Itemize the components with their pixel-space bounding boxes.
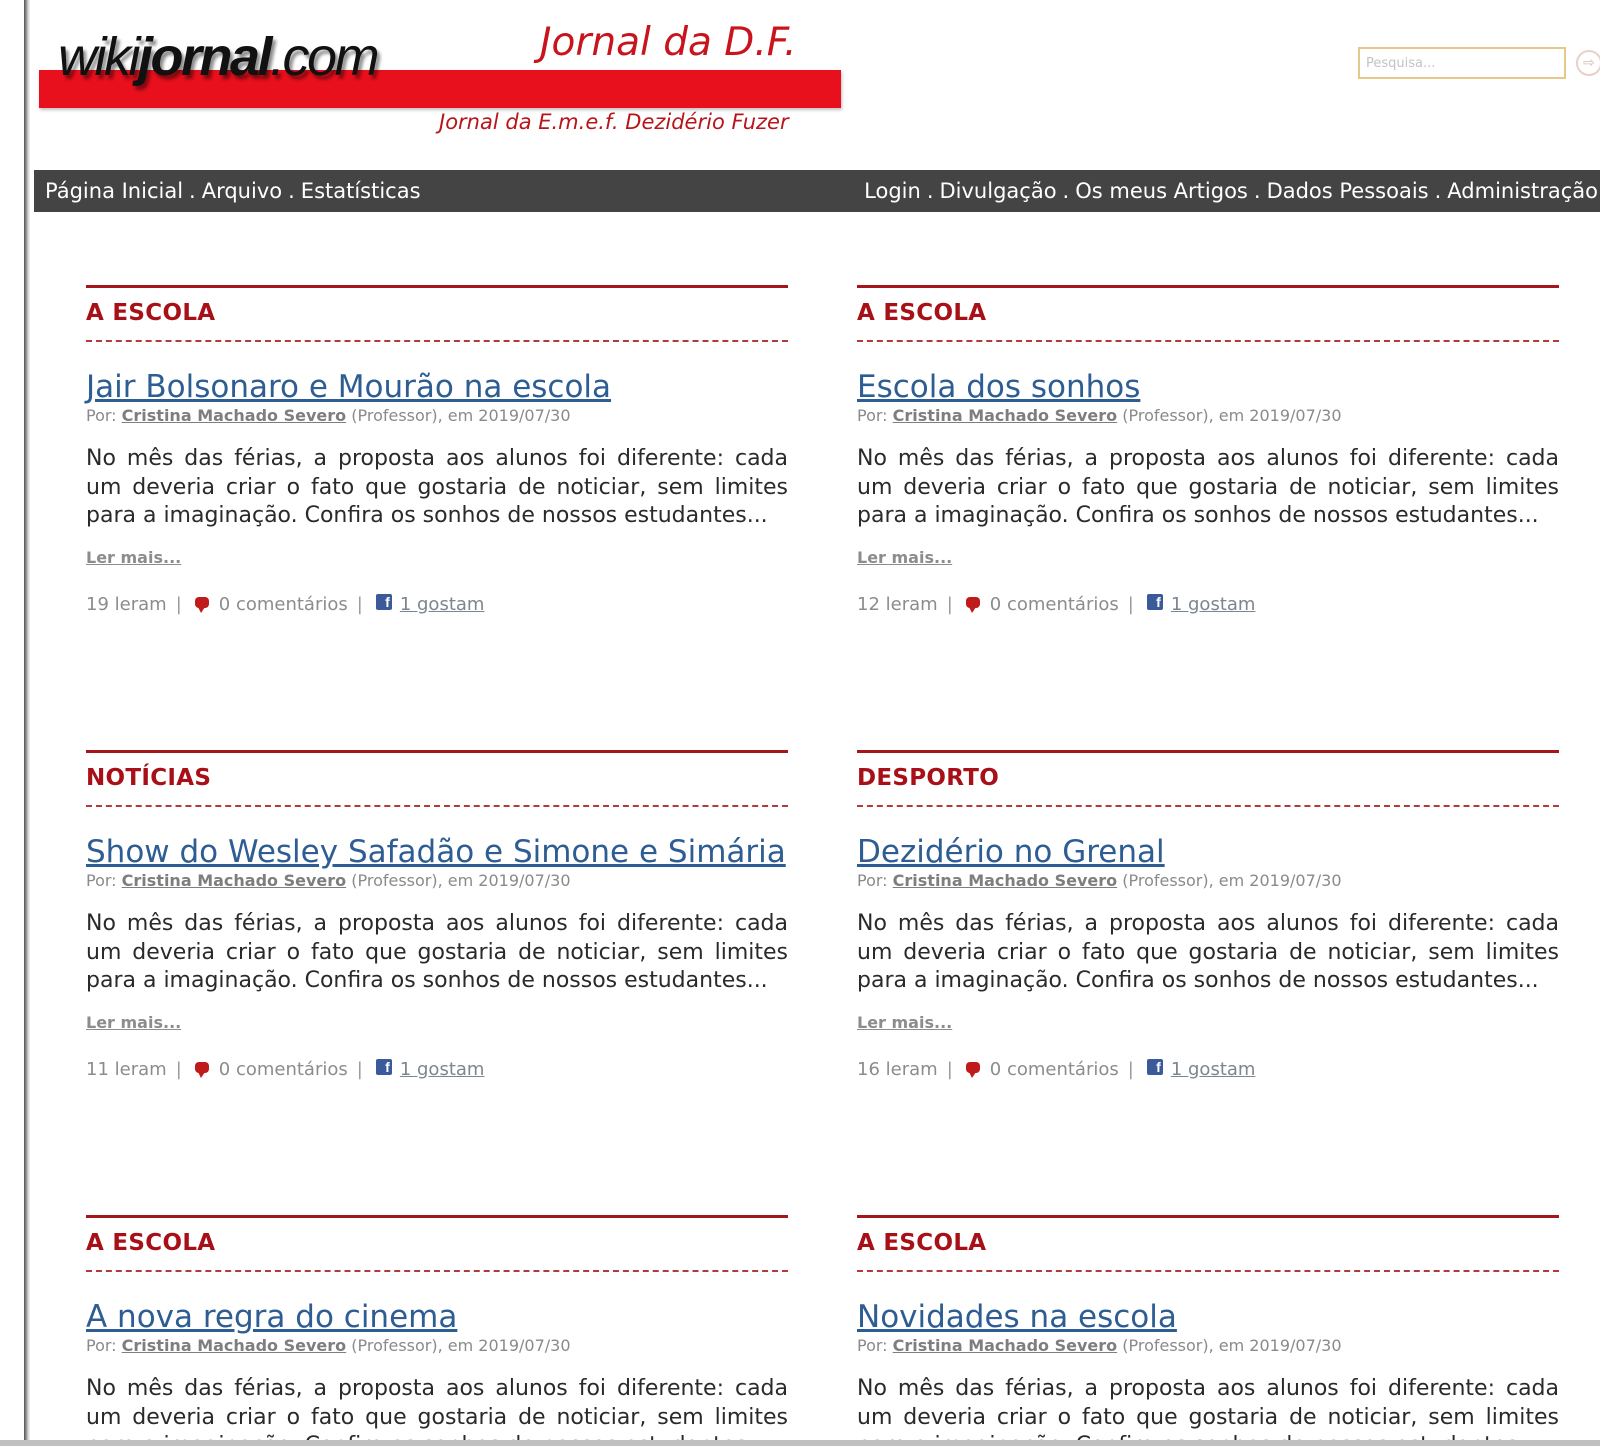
nav-link-dados-pessoais[interactable]: Dados Pessoais <box>1266 179 1429 203</box>
by-label: Por: <box>86 1336 117 1356</box>
reads-label: leram <box>885 593 938 615</box>
article-stats <box>857 1059 1559 1080</box>
comments-count: 0 comentários <box>218 593 348 615</box>
site-header <box>34 0 1600 170</box>
comments-count: 0 comentários <box>218 1058 348 1080</box>
reads-count: 12 <box>857 593 880 615</box>
byline-meta: (Professor), em 2019/07/30 <box>351 406 571 426</box>
stats-separator: | <box>946 1058 953 1080</box>
article-byline <box>86 1336 788 1355</box>
nav-link-login[interactable]: Login <box>864 179 921 203</box>
article-title-link[interactable]: A nova regra do cinema <box>86 1299 458 1335</box>
article-category[interactable]: DESPORTO <box>857 765 1000 791</box>
author-link[interactable]: Cristina Machado Severo <box>892 871 1118 891</box>
author-link[interactable]: Cristina Machado Severo <box>892 1336 1118 1356</box>
article-card <box>86 1215 788 1446</box>
nav-separator: . <box>1253 179 1261 203</box>
logo-text-jornal: jornal <box>138 27 271 87</box>
stats-separator: | <box>175 593 182 615</box>
article-card <box>857 1215 1559 1446</box>
nav-link-pagina-inicial[interactable]: Página Inicial <box>45 179 184 203</box>
nav-link-divulgacao[interactable]: Divulgação <box>939 179 1057 203</box>
article-title-link[interactable]: Novidades na escola <box>857 1299 1177 1335</box>
reads-label: leram <box>114 1058 167 1080</box>
stats-separator: | <box>1127 1058 1134 1080</box>
article-category[interactable]: A ESCOLA <box>86 1230 216 1256</box>
nav-right-group <box>864 170 1598 212</box>
article-card <box>86 285 788 615</box>
by-label: Por: <box>86 871 117 891</box>
logo-text-wiki: wiki <box>58 27 138 87</box>
by-label: Por: <box>857 1336 888 1356</box>
stats-separator: | <box>175 1058 182 1080</box>
nav-left-group <box>45 170 421 212</box>
dashed-divider <box>857 1270 1559 1272</box>
nav-link-arquivo[interactable]: Arquivo <box>201 179 283 203</box>
stats-separator: | <box>1127 593 1134 615</box>
byline-meta: (Professor), em 2019/07/30 <box>351 871 571 891</box>
article-summary: No mês das férias, a proposta aos alunos foi diferente: cada um deveria criar o fato que gostaria de noticiar, sem limites para a imaginação. Confira os sonhos de nossos estudantes... <box>86 446 788 529</box>
article-title-link[interactable]: Show do Wesley Safadão e Simone e Simária <box>86 834 786 870</box>
window-bottom-edge <box>0 1440 1600 1446</box>
article-card <box>86 750 788 1080</box>
likes-link[interactable]: 1 gostam <box>1170 1058 1256 1080</box>
nav-link-estatisticas[interactable]: Estatísticas <box>300 179 421 203</box>
likes-link[interactable]: 1 gostam <box>399 593 485 615</box>
newspaper-subtitle: Jornal da E.m.e.f. Dezidério Fuzer <box>439 110 789 134</box>
article-summary: No mês das férias, a proposta aos alunos foi diferente: cada um deveria criar o fato que gostaria de noticiar, sem limites <box>857 1376 1559 1430</box>
read-more-link[interactable]: Ler mais... <box>86 547 182 567</box>
nav-link-os-meus-artigos[interactable]: Os meus Artigos <box>1075 179 1248 203</box>
article-category[interactable]: A ESCOLA <box>86 300 216 326</box>
dashed-divider <box>86 805 788 807</box>
article-title-link[interactable]: Dezidério no Grenal <box>857 834 1165 870</box>
article-category[interactable]: A ESCOLA <box>857 1230 987 1256</box>
facebook-icon[interactable]: f <box>376 594 392 610</box>
article-byline <box>857 871 1559 890</box>
newspaper-title: Jornal da D.F. <box>540 20 797 65</box>
comment-icon <box>966 1062 980 1073</box>
reads-label: leram <box>114 593 167 615</box>
comments-count: 0 comentários <box>989 593 1119 615</box>
logo-text-com: .com <box>270 27 378 87</box>
nav-link-administracao[interactable]: Administração <box>1447 179 1598 203</box>
by-label: Por: <box>857 871 888 891</box>
main-nav-bar <box>34 170 1600 212</box>
article-byline <box>86 871 788 890</box>
by-label: Por: <box>857 406 888 426</box>
author-link[interactable]: Cristina Machado Severo <box>121 1336 347 1356</box>
byline-meta: (Professor), em 2019/07/30 <box>1122 1336 1342 1356</box>
article-stats <box>86 594 788 615</box>
comments-count: 0 comentários <box>989 1058 1119 1080</box>
reads-count: 11 <box>86 1058 109 1080</box>
reads-count: 19 <box>86 593 109 615</box>
nav-separator: . <box>1434 179 1442 203</box>
site-logo[interactable] <box>58 27 378 87</box>
nav-separator: . <box>288 179 295 203</box>
stats-separator: | <box>356 593 363 615</box>
article-category[interactable]: NOTÍCIAS <box>86 765 212 791</box>
page-left-border <box>24 0 30 1446</box>
author-link[interactable]: Cristina Machado Severo <box>892 406 1118 426</box>
dashed-divider <box>857 805 1559 807</box>
search-go-icon[interactable]: ⇨ <box>1576 50 1600 76</box>
article-stats <box>86 1059 788 1080</box>
dashed-divider <box>86 340 788 342</box>
article-summary: No mês das férias, a proposta aos alunos foi diferente: cada um deveria criar o fato que gostaria de noticiar, sem limites para a imaginação. Confira os sonhos de nossos estudantes... <box>857 911 1559 994</box>
author-link[interactable]: Cristina Machado Severo <box>121 406 347 426</box>
facebook-icon[interactable]: f <box>376 1059 392 1075</box>
article-summary: No mês das férias, a proposta aos alunos foi diferente: cada um deveria criar o fato que gostaria de noticiar, sem limites <box>86 1376 788 1430</box>
comment-icon <box>195 1062 209 1073</box>
dashed-divider <box>857 340 1559 342</box>
article-category[interactable]: A ESCOLA <box>857 300 987 326</box>
stats-separator: | <box>946 593 953 615</box>
dashed-divider <box>86 1270 788 1272</box>
article-stats <box>857 594 1559 615</box>
likes-link[interactable]: 1 gostam <box>1170 593 1256 615</box>
stats-separator: | <box>356 1058 363 1080</box>
read-more-link[interactable]: Ler mais... <box>857 1012 953 1032</box>
nav-separator: . <box>189 179 196 203</box>
search-input[interactable] <box>1358 47 1566 79</box>
article-byline <box>857 406 1559 425</box>
comment-icon <box>195 597 209 608</box>
byline-meta: (Professor), em 2019/07/30 <box>1122 406 1342 426</box>
by-label: Por: <box>86 406 117 426</box>
author-link[interactable]: Cristina Machado Severo <box>121 871 347 891</box>
facebook-icon[interactable]: f <box>1147 1059 1163 1075</box>
article-byline <box>857 1336 1559 1355</box>
read-more-link[interactable]: Ler mais... <box>857 547 953 567</box>
nav-separator: . <box>1062 179 1070 203</box>
article-summary: No mês das férias, a proposta aos alunos foi diferente: cada um deveria criar o fato que gostaria de noticiar, sem limites para a imaginação. Confira os sonhos de nossos estudantes... <box>86 911 788 994</box>
read-more-link[interactable]: Ler mais... <box>86 1012 182 1032</box>
article-summary: No mês das férias, a proposta aos alunos foi diferente: cada um deveria criar o fato que gostaria de noticiar, sem limites para a imaginação. Confira os sonhos de nossos estudantes... <box>857 446 1559 529</box>
byline-meta: (Professor), em 2019/07/30 <box>1122 871 1342 891</box>
nav-separator: . <box>926 179 934 203</box>
comment-icon <box>966 597 980 608</box>
article-title-link[interactable]: Escola dos sonhos <box>857 369 1141 405</box>
article-card <box>857 750 1559 1080</box>
reads-label: leram <box>885 1058 938 1080</box>
byline-meta: (Professor), em 2019/07/30 <box>351 1336 571 1356</box>
article-card <box>857 285 1559 615</box>
article-byline <box>86 406 788 425</box>
article-title-link[interactable]: Jair Bolsonaro e Mourão na escola <box>86 369 612 405</box>
facebook-icon[interactable]: f <box>1147 594 1163 610</box>
likes-link[interactable]: 1 gostam <box>399 1058 485 1080</box>
reads-count: 16 <box>857 1058 880 1080</box>
